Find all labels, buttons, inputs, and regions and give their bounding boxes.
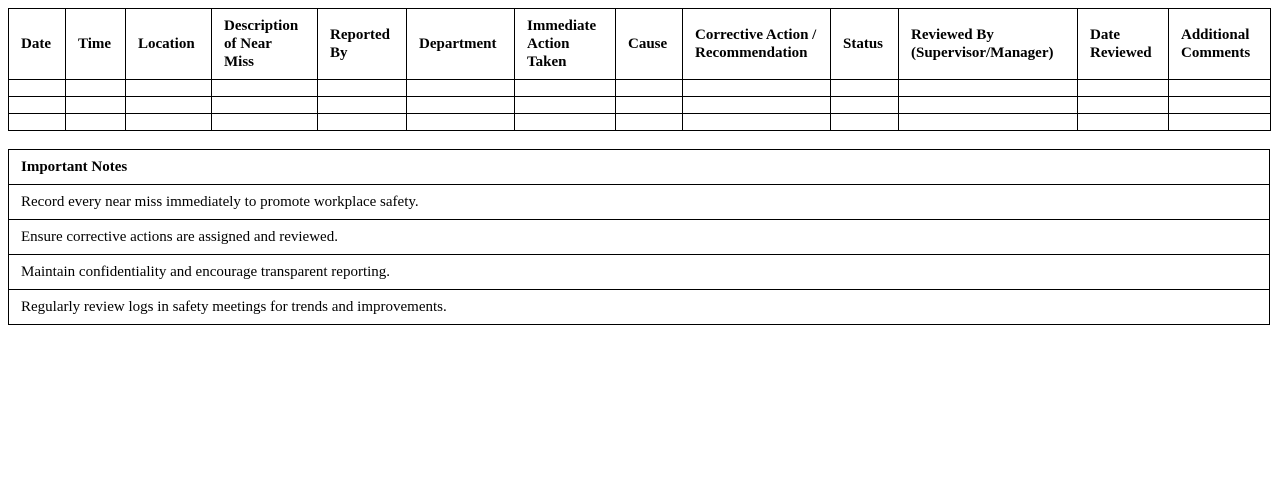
note-row	[9, 255, 1270, 290]
notes-title-row	[9, 150, 1270, 185]
table-cell[interactable]	[318, 97, 407, 114]
table-cell[interactable]	[1169, 114, 1271, 131]
table-cell[interactable]	[407, 97, 515, 114]
table-cell[interactable]	[683, 80, 831, 97]
header-cause: Cause	[616, 9, 683, 80]
note-item: Regularly review logs in safety meetings for trends and improvements.	[9, 290, 1270, 325]
table-body	[9, 80, 1271, 131]
note-row	[9, 290, 1270, 325]
header-description: Description of Near Miss	[212, 9, 318, 80]
note-item: Ensure corrective actions are assigned and reviewed.	[9, 220, 1270, 255]
note-item: Maintain confidentiality and encourage transparent reporting.	[9, 255, 1270, 290]
header-date: Date	[9, 9, 66, 80]
near-miss-log-table	[8, 8, 1271, 131]
table-cell[interactable]	[9, 114, 66, 131]
table-cell[interactable]	[899, 114, 1078, 131]
header-time: Time	[66, 9, 126, 80]
table-cell[interactable]	[318, 114, 407, 131]
table-cell[interactable]	[126, 114, 212, 131]
table-row	[9, 80, 1271, 97]
header-date-reviewed: Date Reviewed	[1078, 9, 1169, 80]
table-cell[interactable]	[831, 114, 899, 131]
table-cell[interactable]	[1078, 114, 1169, 131]
table-cell[interactable]	[126, 97, 212, 114]
header-reviewed-by: Reviewed By (Supervisor/Manager)	[899, 9, 1078, 80]
header-status: Status	[831, 9, 899, 80]
header-location: Location	[126, 9, 212, 80]
table-cell[interactable]	[515, 97, 616, 114]
table-cell[interactable]	[899, 97, 1078, 114]
note-row	[9, 220, 1270, 255]
table-cell[interactable]	[9, 97, 66, 114]
table-cell[interactable]	[899, 80, 1078, 97]
table-cell[interactable]	[616, 114, 683, 131]
table-cell[interactable]	[515, 114, 616, 131]
table-cell[interactable]	[1078, 97, 1169, 114]
table-row	[9, 114, 1271, 131]
table-cell[interactable]	[212, 114, 318, 131]
table-cell[interactable]	[212, 80, 318, 97]
table-cell[interactable]	[831, 80, 899, 97]
table-cell[interactable]	[683, 114, 831, 131]
table-cell[interactable]	[9, 80, 66, 97]
table-cell[interactable]	[1169, 97, 1271, 114]
table-cell[interactable]	[66, 114, 126, 131]
note-item: Record every near miss immediately to promote workplace safety.	[9, 185, 1270, 220]
table-cell[interactable]	[831, 97, 899, 114]
header-corrective-action: Corrective Action / Recommendation	[683, 9, 831, 80]
header-department: Department	[407, 9, 515, 80]
table-cell[interactable]	[616, 80, 683, 97]
table-cell[interactable]	[515, 80, 616, 97]
table-cell[interactable]	[126, 80, 212, 97]
table-cell[interactable]	[616, 97, 683, 114]
table-cell[interactable]	[66, 97, 126, 114]
header-immediate-action: Immediate Action Taken	[515, 9, 616, 80]
table-cell[interactable]	[1169, 80, 1271, 97]
important-notes-table	[8, 149, 1270, 325]
table-row	[9, 97, 1271, 114]
note-row	[9, 185, 1270, 220]
header-additional-comments: Additional Comments	[1169, 9, 1271, 80]
table-cell[interactable]	[318, 80, 407, 97]
table-cell[interactable]	[407, 80, 515, 97]
table-cell[interactable]	[212, 97, 318, 114]
table-cell[interactable]	[66, 80, 126, 97]
table-header-row	[9, 9, 1271, 80]
table-cell[interactable]	[1078, 80, 1169, 97]
table-cell[interactable]	[683, 97, 831, 114]
notes-title: Important Notes	[9, 150, 1270, 185]
header-reported-by: Reported By	[318, 9, 407, 80]
table-cell[interactable]	[407, 114, 515, 131]
